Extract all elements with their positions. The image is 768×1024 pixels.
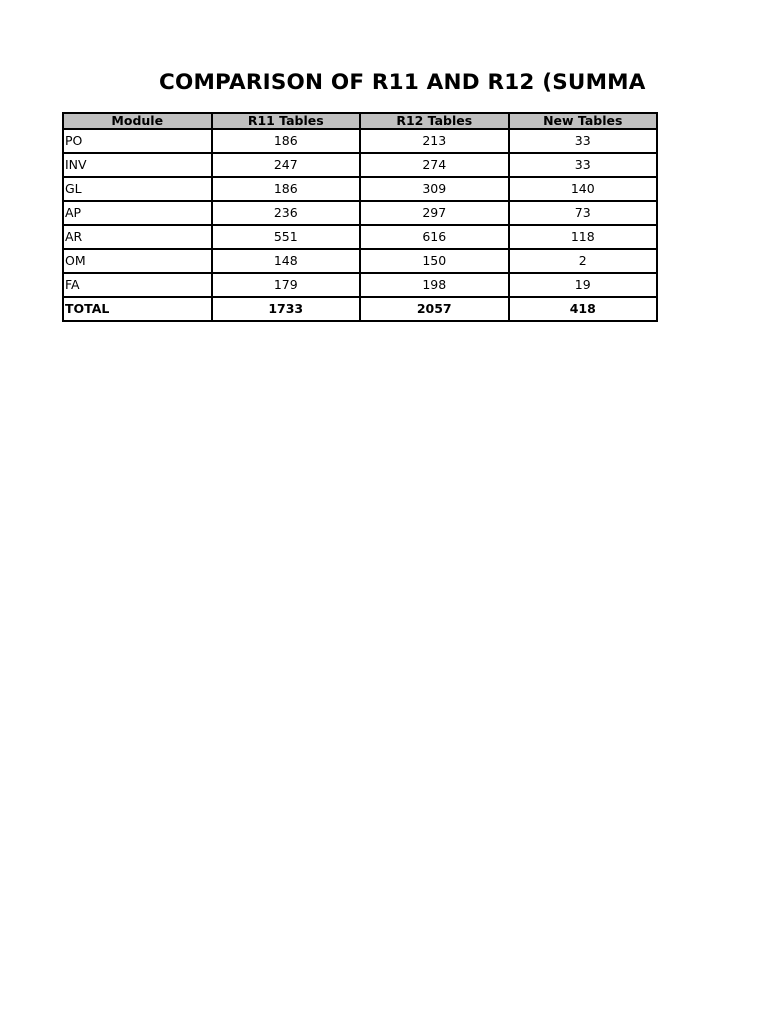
r12-cell: 213: [360, 129, 509, 153]
header-r12-tables: R12 Tables: [360, 113, 509, 129]
total-row: [63, 297, 657, 321]
r12-cell: 297: [360, 201, 509, 225]
table-row: [63, 177, 657, 201]
table-row: [63, 129, 657, 153]
title-area: [62, 68, 658, 100]
new-cell: 2: [509, 249, 658, 273]
new-cell: 73: [509, 201, 658, 225]
r12-cell: 309: [360, 177, 509, 201]
total-new: 418: [509, 297, 658, 321]
r11-cell: 179: [212, 273, 361, 297]
module-cell: PO: [63, 129, 212, 153]
r11-cell: 186: [212, 177, 361, 201]
r12-cell: 274: [360, 153, 509, 177]
module-cell: FA: [63, 273, 212, 297]
total-label: TOTAL: [63, 297, 212, 321]
total-r12: 2057: [360, 297, 509, 321]
table-row: [63, 273, 657, 297]
new-cell: 19: [509, 273, 658, 297]
header-module: Module: [63, 113, 212, 129]
table-row: [63, 225, 657, 249]
total-r11: 1733: [212, 297, 361, 321]
r11-cell: 551: [212, 225, 361, 249]
r11-cell: 186: [212, 129, 361, 153]
new-cell: 118: [509, 225, 658, 249]
r11-cell: 148: [212, 249, 361, 273]
table-row: [63, 201, 657, 225]
module-cell: GL: [63, 177, 212, 201]
new-cell: 33: [509, 129, 658, 153]
table-row: [63, 249, 657, 273]
summary-table: [62, 112, 658, 322]
r12-cell: 616: [360, 225, 509, 249]
r12-cell: 198: [360, 273, 509, 297]
module-cell: OM: [63, 249, 212, 273]
module-cell: AR: [63, 225, 212, 249]
r12-cell: 150: [360, 249, 509, 273]
header-r11-tables: R11 Tables: [212, 113, 361, 129]
r11-cell: 236: [212, 201, 361, 225]
header-row: [63, 113, 657, 129]
r11-cell: 247: [212, 153, 361, 177]
page-title: COMPARISON OF R11 AND R12 (SUMMA: [159, 70, 646, 95]
new-cell: 140: [509, 177, 658, 201]
header-new-tables: New Tables: [509, 113, 658, 129]
module-cell: INV: [63, 153, 212, 177]
new-cell: 33: [509, 153, 658, 177]
module-cell: AP: [63, 201, 212, 225]
table-row: [63, 153, 657, 177]
